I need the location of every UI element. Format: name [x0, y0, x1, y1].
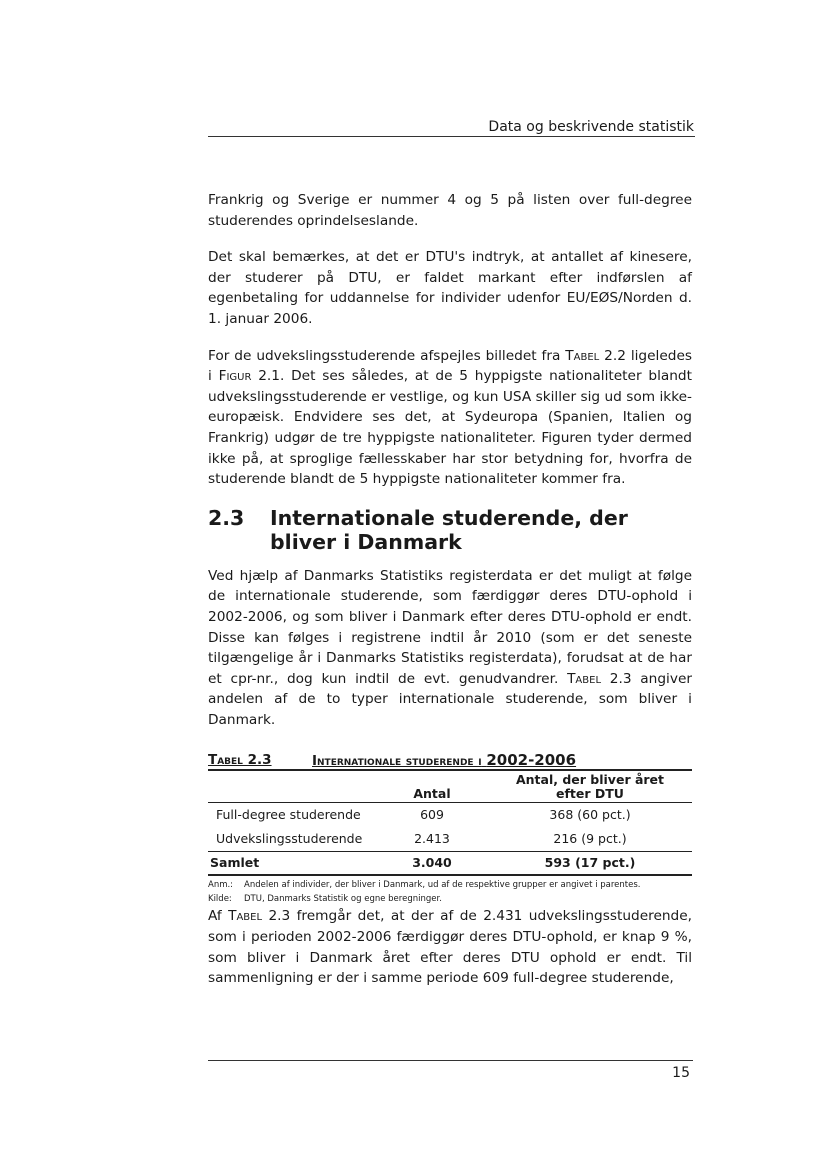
table-notes — [208, 878, 692, 906]
row-label: Udvekslingsstuderende — [208, 827, 376, 852]
row-antal: 609 — [420, 807, 444, 823]
table-total-row — [208, 852, 692, 876]
total-label: Samlet — [208, 852, 376, 876]
paragraph-text: 2.2 ligeledes i — [208, 347, 692, 385]
note-key: Anm.: — [208, 880, 234, 891]
header-after-line2: efter DTU — [556, 786, 624, 802]
row-after: 216 (9 pct.) — [488, 827, 692, 852]
paragraph-text: For de udvekslingsstuderende afspejles billedet fra — [208, 347, 566, 364]
paragraph-text: 2.3 fremgår det, at der af de 2.431 udvekslingsstuderende, som i perioden 2002-2006 færdiggør deres DTU-ophold, er knap 9 %, som bliver i Danmark året efter deres DTU ophold er endt. Til sammenligning er der i samme periode 609 full-degree studerende, — [208, 908, 692, 987]
total-antal: 3.040 — [376, 852, 488, 876]
section-heading — [208, 506, 692, 554]
data-table — [208, 771, 692, 876]
paragraph-text: Af — [208, 908, 229, 925]
table-row — [208, 803, 692, 828]
table-source — [208, 892, 692, 906]
header-after — [488, 771, 692, 803]
paragraph — [208, 346, 692, 490]
page-body — [208, 190, 692, 1005]
row-after: 368 (60 pct.) — [549, 807, 631, 823]
table-caption — [208, 752, 692, 769]
total-after: 593 (17 pct.) — [488, 852, 692, 876]
paragraph-text: Ved hjælp af Danmarks Statistiks registerdata er det muligt at følge de internationale studerende, som færdiggør deres DTU-ophold i 2002-2006, og som bliver i Danmark efter deres DTU-ophold er endt. Disse kan følges i registrene indtil år 2010 (som er det seneste tilgængelige år i Danmarks Statistiks registerdata), forudsat at de har et cpr-nr., dog kun indtil de evt. genudvandrer. — [208, 567, 692, 687]
table-reference: Tabel — [565, 347, 600, 364]
running-header: Data og beskrivende statistik — [488, 119, 694, 135]
paragraph-text: 2.3 angiver andelen af de to typer internationale studerende, som bliver i Danmark. — [208, 670, 692, 728]
header-divider — [208, 136, 695, 137]
source-key: Kilde: — [208, 894, 232, 905]
note-text: Andelen af individer, der bliver i Danmark, ud af de respektive grupper er angivet i parentes. — [244, 880, 641, 891]
paragraph: Det skal bemærkes, at det er DTU's indtryk, at antallet af kinesere, der studerer på DTU, er faldet markant efter indførslen af egenbetaling for uddannelse for individer udenfor EU/EØS/Norden d. 1. januar 2006. — [208, 249, 692, 327]
paragraph: Frankrig og Sverige er nummer 4 og 5 på listen over full-degree studerendes oprindelseslande. — [208, 192, 692, 229]
table-reference: Tabel — [228, 908, 263, 925]
table-row — [208, 827, 692, 852]
table-label: Tabel 2.3 — [208, 752, 272, 769]
footer-divider — [208, 1060, 693, 1061]
header-blank — [208, 771, 376, 803]
row-antal: 2.413 — [376, 827, 488, 852]
row-label: Full-degree studerende — [216, 807, 361, 823]
header-antal: Antal — [376, 771, 488, 803]
figure-reference: Figur — [218, 368, 252, 385]
header-after-line1: Antal, der bliver året — [515, 772, 665, 788]
table-reference: Tabel — [567, 670, 602, 687]
source-text: DTU, Danmarks Statistik og egne beregninger. — [244, 894, 442, 905]
table-note — [208, 878, 692, 892]
table-header-row — [208, 771, 692, 803]
paragraph — [208, 906, 692, 988]
paragraph-text: 2.1. Det ses således, at de 5 hyppigste nationaliteter blandt udvekslingsstuderende er vestlige, og kun USA skiller sig ud som ikke-europæisk. Endvidere ses det, at Sydeuropa (Spanien, Italien og Frankrig) udgør de tre hyppigste nationaliteter. Figuren tyder dermed ikke på, at sproglige fællesskaber har stor betydning for, hvorfra de studerende blandt de 5 hyppigste nationaliteter kommer fra. — [208, 368, 692, 488]
paragraph — [208, 566, 692, 731]
table-title-text: Internationale studerende i — [312, 753, 482, 770]
section-title: Internationale studerende, der bliver i Danmark — [270, 505, 628, 554]
section-number: 2.3 — [208, 505, 245, 530]
page-number: 15 — [672, 1065, 690, 1081]
table-title-years: 2002-2006 — [486, 751, 577, 770]
table-title — [312, 752, 576, 769]
